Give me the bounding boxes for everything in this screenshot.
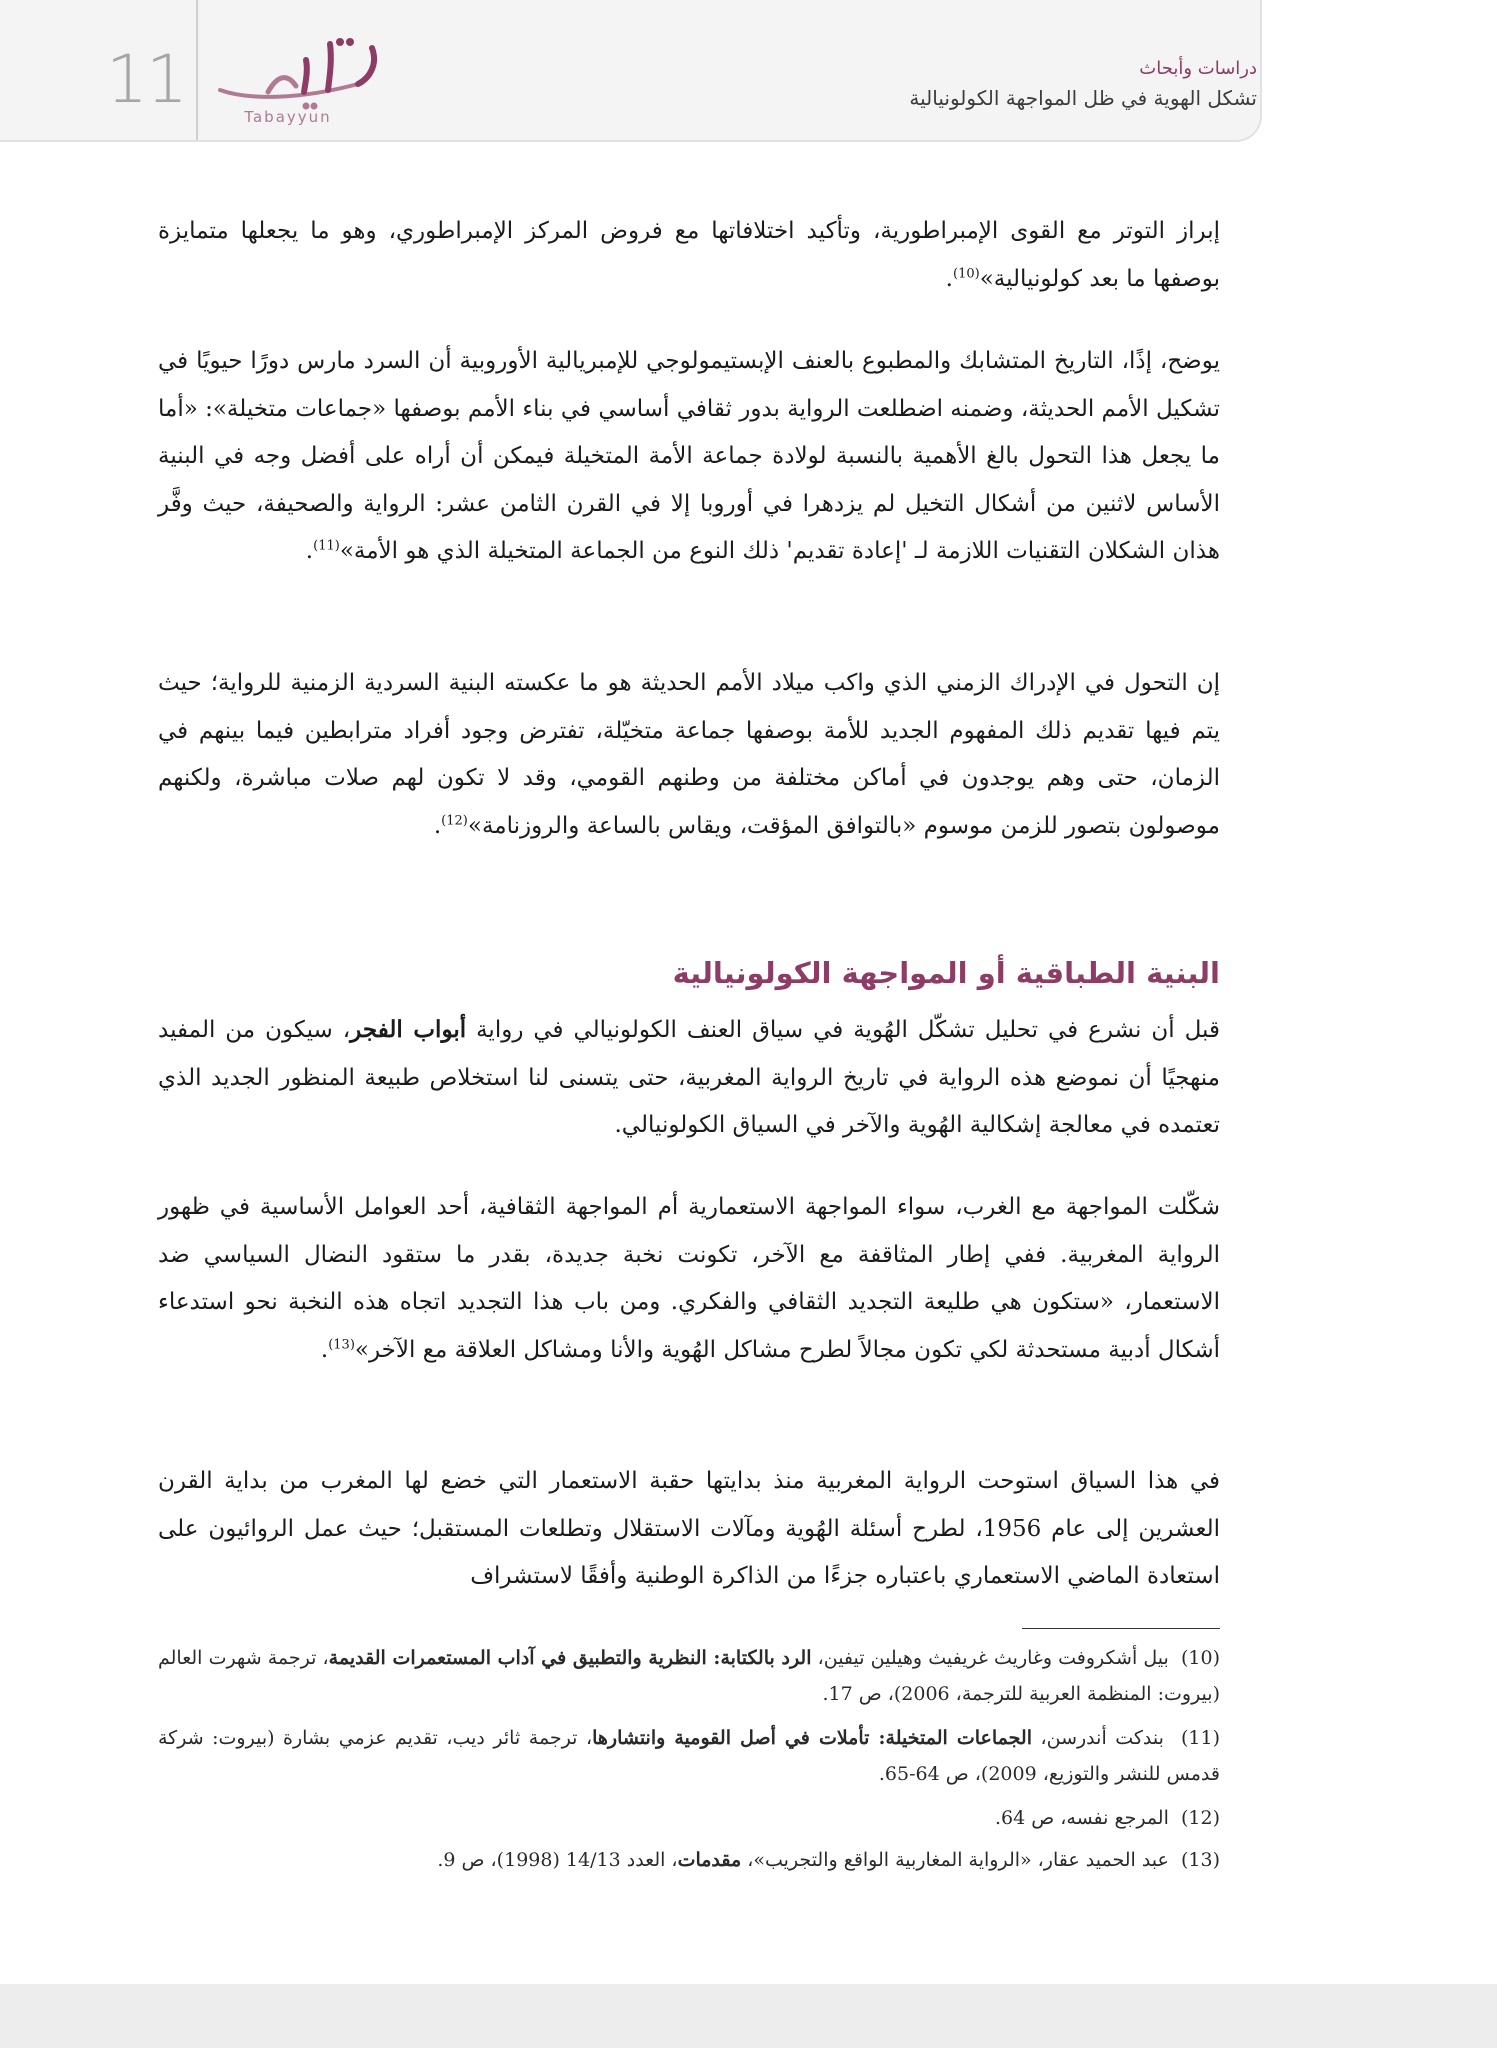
- footnote-text: ، ترجمة ثائر ديب، تقديم عزمي بشارة (بيروت: شركة قدمس للنشر والتوزيع، 2009)، ص 64-65.: [158, 1727, 1220, 1785]
- footnote-text: بندكت أندرسن،: [1031, 1727, 1164, 1749]
- page-header: [0, 0, 1262, 142]
- header-subtitle: تشكل الهوية في ظل المواجهة الكولونيالية: [909, 86, 1257, 110]
- paragraph-tail: .: [320, 1336, 329, 1363]
- paragraph-text: يوضح، إذًا، التاريخ المتشابك والمطبوع بالعنف الإبستيمولوجي للإمبريالية الأوروبية أن السرد مارس دورًا حيويًا في تشكيل الأمم الحديثة، وضمنه اضطلعت الرواية بدور ثقافي أساسي في بناء الأمم بوصفها «جماعات متخيلة»: «أما ما يجعل هذا التحول بالغ الأهمية بالنسبة لولادة جماعة الأمة المتخيلة فيمكن أن أراه على أفضل وجه في البنية الأساس لاثنين من أشكال التخيل لم يزدهرا في أوروبا إلا في القرن الثامن عشر: الرواية والصحيفة، حيث وفَّر هذان الشكلان التقنيات اللازمة لـ 'إعادة تقديم' ذلك النوع من الجماعة المتخيلة الذي هو الأمة»: [158, 348, 1220, 564]
- paragraph-tail: .: [945, 265, 953, 292]
- logo-latin-text: Tabayyun: [244, 108, 332, 126]
- header-divider: [196, 0, 198, 140]
- footnote-ref: (13): [328, 1336, 355, 1352]
- paragraph-2: [158, 338, 1220, 576]
- footnote-text: ، ترجمة شهرت العالم (بيروت: المنظمة العربية للترجمة، 2006)، ص 17.: [158, 1647, 1220, 1705]
- paragraph-text: ، سيكون من المفيد منهجيًا أن نموضع هذه الرواية في تاريخ الرواية المغربية، حتى يتسنى لنا استخلاص طبيعة المنظور الجديد الذي تعتمده في معالجة إشكالية الهُوية والآخر في السياق الكولونيالي.: [158, 1017, 1220, 1138]
- footnote-number: (13): [1180, 1849, 1220, 1871]
- footnote-number: (12): [1180, 1807, 1220, 1829]
- section-heading: البنية الطباقية أو المواجهة الكولونيالية: [672, 956, 1220, 990]
- footnote-separator: [1022, 1628, 1220, 1629]
- paragraph-4: [158, 1006, 1220, 1150]
- paragraph-1: [158, 208, 1220, 303]
- footnote-book-title: الرد بالكتابة: النظرية والتطبيق في آداب المستعمرات القديمة: [328, 1647, 812, 1669]
- paragraph-tail: .: [433, 812, 442, 839]
- footnote-11: [158, 1720, 1220, 1792]
- footnote-ref: (12): [441, 812, 468, 828]
- footnote-ref: (10): [952, 265, 980, 281]
- footnote-book-title: الجماعات المتخيلة: تأملات في أصل القومية وانتشارها: [592, 1727, 1032, 1749]
- paragraph-text: إن التحول في الإدراك الزمني الذي واكب ميلاد الأمم الحديثة هو ما عكسته البنية السردية الزمنية للرواية؛ حيث يتم فيها تقديم ذلك المفهوم الجديد للأمة بوصفها جماعة متخيّلة، تفترض وجود أفراد مترابطين فيما بينهم في الزمان، حتى وهم يوجدون في أماكن مختلفة من وطنهم القومي، وقد لا تكون لهم صلات مباشرة، ولكنهم موصولون بتصور للزمن موسوم «بالتوافق المؤقت، ويقاس بالساعة والروزنامة»: [158, 670, 1220, 839]
- paragraph-3: [158, 660, 1220, 850]
- paragraph-text: في هذا السياق استوحت الرواية المغربية منذ بدايتها حقبة الاستعمار التي خضع لها المغرب من بداية القرن العشرين إلى عام 1956، لطرح أسئلة الهُوية ومآلات الاستقلال وتطلعات المستقبل؛ حيث عمل الروائيون على استعادة الماضي الاستعماري باعتباره جزءًا من الذاكرة الوطنية وأفقًا لاستشراف: [158, 1468, 1220, 1589]
- novel-title: أبواب الفجر: [350, 1016, 467, 1043]
- footnote-text: المرجع نفسه، ص 64.: [994, 1807, 1169, 1829]
- footnote-10: [158, 1640, 1220, 1712]
- page-footer: [0, 1984, 1497, 2048]
- tabayyun-logo: [208, 34, 398, 130]
- paragraph-text: إبراز التوتر مع القوى الإمبراطورية، وتأكيد اختلافاتها مع فروض المركز الإمبراطوري، وهو ما يجعلها متمايزة بوصفها ما بعد كولونيالية»: [158, 218, 1220, 292]
- footnote-12: [158, 1800, 1220, 1836]
- footnote-text: عبد الحميد عقار، «الرواية المغاربية الواقع والتجريب»،: [741, 1849, 1169, 1871]
- logo-calligraphy-icon: [208, 34, 398, 114]
- paragraph-text: قبل أن نشرع في تحليل تشكّل الهُوية في سياق العنف الكولونيالي في رواية: [466, 1017, 1220, 1043]
- paragraph-6: [158, 1458, 1220, 1601]
- footnote-13: [158, 1842, 1220, 1878]
- footnote-journal-title: مقدمات: [677, 1849, 742, 1871]
- footnote-ref: (11): [313, 538, 340, 554]
- paragraph-5: [158, 1184, 1220, 1374]
- page-number: 11: [106, 41, 186, 118]
- footnote-text: بيل أشكروفت وغاريث غريفيث وهيلين تيفين،: [811, 1647, 1169, 1669]
- footnote-text: ، العدد 14/13 (1998)، ص 9.: [437, 1849, 678, 1871]
- header-section-label: دراسات وأبحاث: [1139, 58, 1257, 79]
- footnote-number: (10): [1180, 1647, 1220, 1669]
- paragraph-tail: .: [305, 538, 314, 564]
- paragraph-text: شكّلت المواجهة مع الغرب، سواء المواجهة الاستعمارية أم المواجهة الثقافية، أحد العوامل الأساسية في ظهور الرواية المغربية. ففي إطار المثاقفة مع الآخر، تكونت نخبة جديدة، بقدر ما ستقود النضال السياسي ضد الاستعمار، «ستكون هي طليعة التجديد الثقافي والفكري. ومن باب هذا التجديد اتجاه هذه النخبة نحو استدعاء أشكال أدبية مستحدثة لكي تكون مجالاً لطرح مشاكل الهُوية والأنا ومشاكل العلاقة مع الآخر»: [158, 1194, 1220, 1363]
- footnote-number: (11): [1180, 1727, 1220, 1749]
